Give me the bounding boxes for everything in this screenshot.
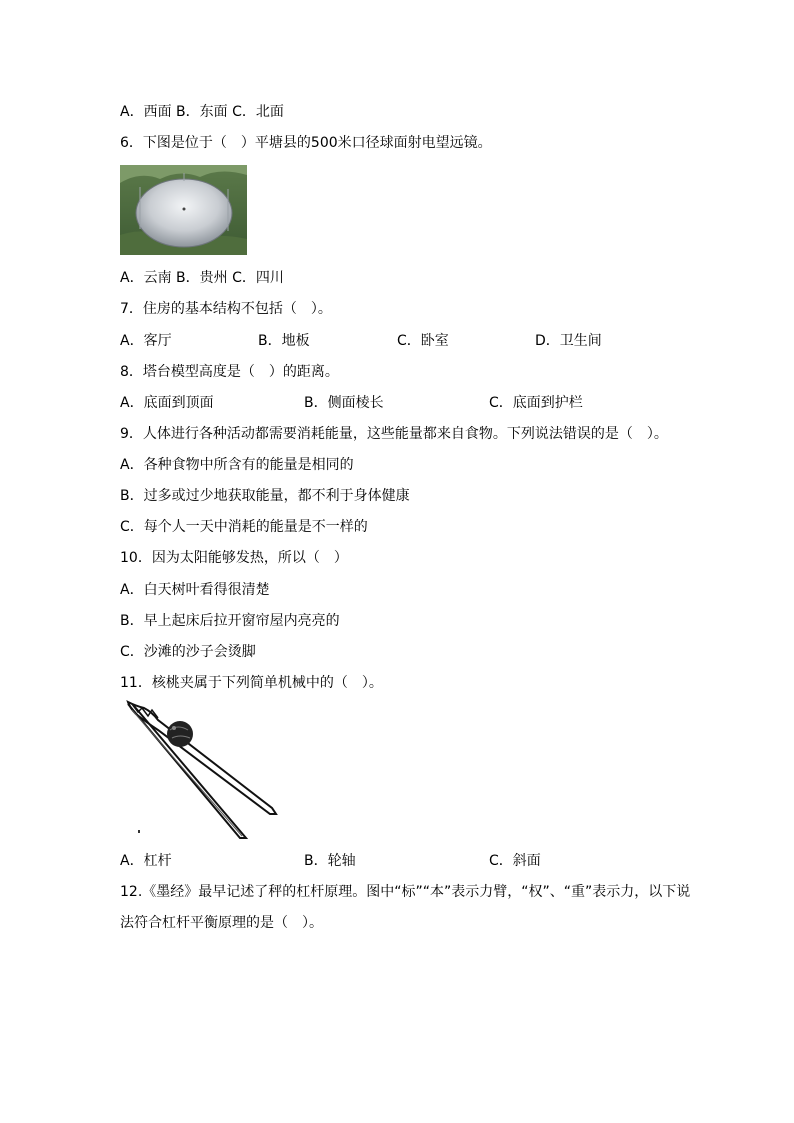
- q9-option-c: C．每个人一天中消耗的能量是不一样的: [120, 519, 368, 535]
- q9-option-b: B．过多或过少地获取能量，都不利于身体健康: [120, 488, 410, 504]
- q8-option-b: B．侧面棱长: [304, 395, 384, 411]
- q6-stem: 6．下图是位于（ ）平塘县的500米口径球面射电望远镜。: [120, 135, 492, 151]
- q8-option-a: A．底面到顶面: [120, 395, 214, 411]
- q7-option-d: D．卫生间: [535, 333, 602, 349]
- q9-option-a: A．各种食物中所含有的能量是相同的: [120, 457, 354, 473]
- q7-option-c: C．卧室: [397, 333, 449, 349]
- radio-telescope-photo: [120, 165, 247, 255]
- q11-option-a: A．杠杆: [120, 853, 172, 869]
- q5-options: A．西面 B．东面 C．北面: [120, 104, 284, 120]
- q12-stem-line1: 12.《墨经》最早记述了秤的杠杆原理。图中“标”“本”表示力臂，“权”、“重”表示力，以下说: [120, 884, 691, 900]
- q7-option-b: B．地板: [258, 333, 310, 349]
- q7-option-a: A．客厅: [120, 333, 172, 349]
- q8-option-c: C．底面到护栏: [489, 395, 583, 411]
- q10-option-b: B．早上起床后拉开窗帘屋内亮亮的: [120, 613, 340, 629]
- q11-option-b: B．轮轴: [304, 853, 356, 869]
- q10-stem: 10．因为太阳能够发热，所以（ ）: [120, 550, 348, 566]
- q10-option-a: A．白天树叶看得很清楚: [120, 582, 270, 598]
- q10-option-c: C．沙滩的沙子会烫脚: [120, 644, 256, 660]
- q9-stem: 9．人体进行各种活动都需要消耗能量，这些能量都来自食物。下列说法错误的是（ ）。: [120, 426, 668, 442]
- q8-stem: 8．塔台模型高度是（ ）的距离。: [120, 364, 339, 380]
- q11-stem: 11．核桃夹属于下列简单机械中的（ ）。: [120, 675, 383, 691]
- q6-options: A．云南 B．贵州 C．四川: [120, 270, 284, 286]
- q7-stem: 7．住房的基本结构不包括（ ）。: [120, 301, 332, 317]
- q11-option-c: C．斜面: [489, 853, 541, 869]
- nutcracker-drawing: [122, 700, 282, 840]
- q12-stem-line2: 法符合杠杆平衡原理的是（ ）。: [120, 915, 323, 931]
